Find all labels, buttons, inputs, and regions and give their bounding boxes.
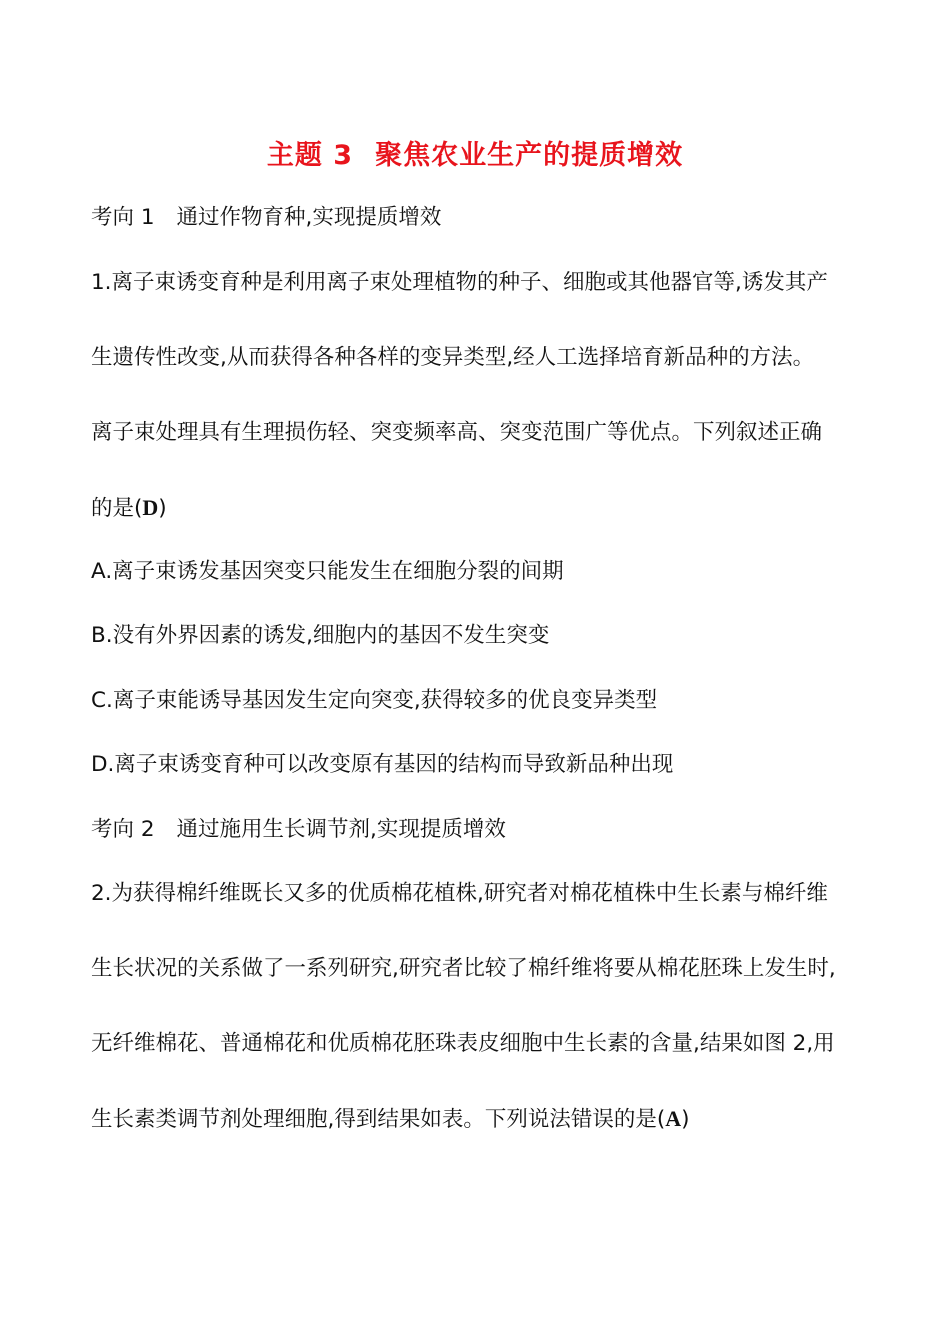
section-label: 考向 1: [91, 205, 155, 230]
question-1-line-2: 生遗传性改变,从而获得各种各样的变异类型,经人工选择培育新品种的方法。: [91, 345, 815, 370]
section-heading-2: [91, 815, 506, 845]
question-stem-close: ): [681, 1107, 690, 1132]
option-d: D.离子束诱变育种可以改变原有基因的结构而导致新品种出现: [91, 752, 674, 777]
question-stem-end: 生长素类调节剂处理细胞,得到结果如表。下列说法错误的是(: [91, 1107, 666, 1132]
question-1-line-1: 1.离子束诱变育种是利用离子束处理植物的种子、细胞或其他器官等,诱发其产: [91, 270, 828, 295]
question-2-line-3: 无纤维棉花、普通棉花和优质棉花胚珠表皮细胞中生长素的含量,结果如图 2,用: [91, 1031, 835, 1056]
question-stem-end: 的是(: [91, 496, 143, 521]
page-title: [0, 133, 950, 172]
title-text: 聚焦农业生产的提质增效: [375, 140, 684, 171]
title-prefix: 主题 3: [266, 140, 354, 171]
answer-key: D: [142, 495, 159, 520]
question-2-line-4: [91, 1104, 690, 1135]
option-b: B.没有外界因素的诱发,细胞内的基因不发生突变: [91, 623, 550, 648]
section-heading-1: [91, 203, 441, 233]
question-1-line-3: 离子束处理具有生理损伤轻、突变频率高、突变范围广等优点。下列叙述正确: [91, 420, 823, 445]
option-a: A.离子束诱发基因突变只能发生在细胞分裂的间期: [91, 559, 564, 584]
section-label: 考向 2: [91, 817, 155, 842]
option-c: C.离子束能诱导基因发生定向突变,获得较多的优良变异类型: [91, 688, 658, 713]
answer-key: A: [665, 1106, 682, 1131]
question-2-line-2: 生长状况的关系做了一系列研究,研究者比较了棉纤维将要从棉花胚珠上发生时,: [91, 956, 836, 981]
question-stem-close: ): [158, 496, 167, 521]
section-text: 通过施用生长调节剂,实现提质增效: [176, 817, 506, 842]
question-1-line-4: [91, 493, 167, 524]
section-text: 通过作物育种,实现提质增效: [176, 205, 442, 230]
question-2-line-1: 2.为获得棉纤维既长又多的优质棉花植株,研究者对棉花植株中生长素与棉纤维: [91, 881, 828, 906]
